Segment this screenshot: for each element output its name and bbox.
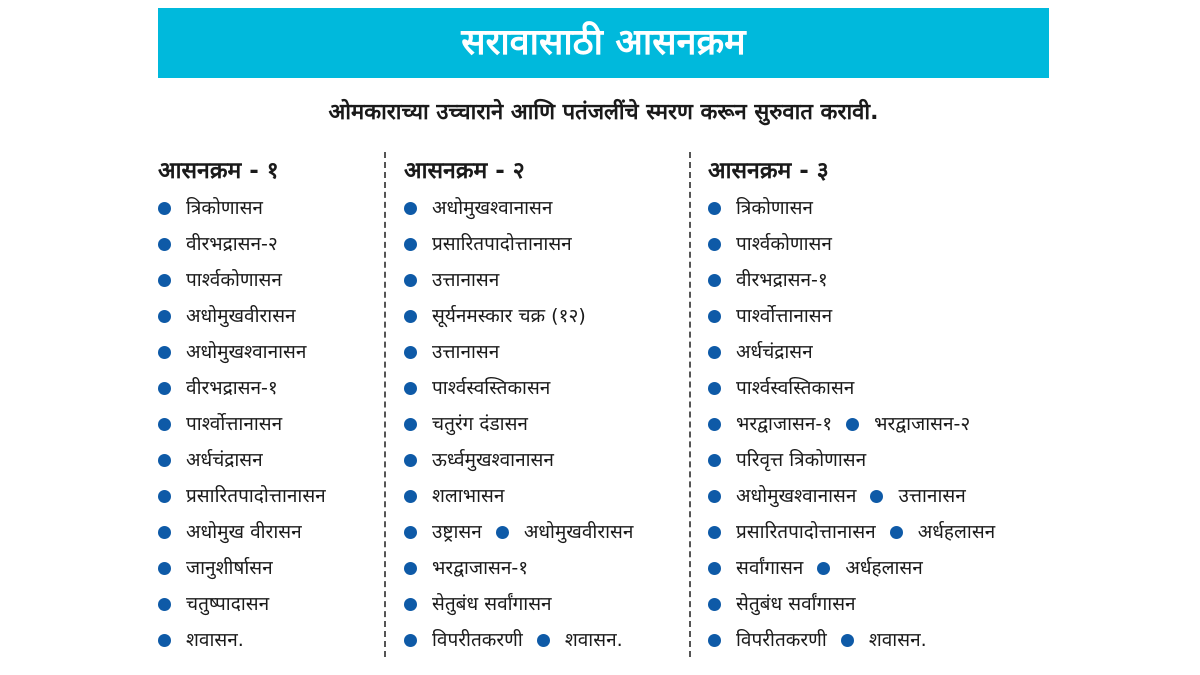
asana-entry — [841, 622, 927, 658]
sequence-column-1 — [158, 152, 380, 658]
list-item — [404, 226, 684, 262]
bullet-icon — [404, 562, 417, 575]
bullet-icon — [708, 202, 721, 215]
asana-entry — [817, 550, 922, 586]
sequence-column-3 — [708, 152, 1050, 658]
bullet-icon — [404, 454, 417, 467]
asana-entry — [404, 478, 504, 514]
asana-entry — [404, 262, 499, 298]
asana-entry — [846, 406, 970, 442]
asana-name: चतुष्पादासन — [186, 593, 270, 615]
bullet-icon — [708, 526, 721, 539]
bullet-icon — [404, 274, 417, 287]
asana-name: सेतुबंध सर्वांगासन — [736, 593, 856, 615]
asana-name: उत्तानासन — [898, 485, 966, 507]
bullet-icon — [890, 526, 903, 539]
asana-name: प्रसारितपादोत्तानासन — [432, 233, 572, 255]
asana-entry — [158, 190, 263, 226]
list-item — [158, 550, 380, 586]
list-item — [708, 442, 1050, 478]
asana-entry — [708, 370, 854, 406]
bullet-icon — [404, 202, 417, 215]
asana-name: पार्श्वोत्तानासन — [736, 305, 833, 327]
list-item — [158, 586, 380, 622]
list-item — [158, 334, 380, 370]
asana-entry — [404, 442, 554, 478]
asana-name: अर्धचंद्रासन — [736, 341, 813, 363]
list-item — [404, 622, 684, 658]
bullet-icon — [158, 382, 171, 395]
list-item — [708, 190, 1050, 226]
asana-entry — [708, 406, 832, 442]
asana-entry — [158, 406, 282, 442]
bullet-icon — [708, 346, 721, 359]
asana-entry — [158, 514, 302, 550]
list-item — [158, 406, 380, 442]
list-item — [404, 334, 684, 370]
list-item — [158, 298, 380, 334]
column-divider — [384, 152, 386, 657]
list-item — [158, 190, 380, 226]
asana-entry — [404, 550, 528, 586]
asana-entry — [708, 622, 827, 658]
asana-entry — [496, 514, 634, 550]
page-subtitle: ओमकाराच्या उच्चाराने आणि पतंजलींचे स्मरण करून सुरुवात करावी. — [328, 100, 879, 125]
asana-entry — [708, 334, 813, 370]
bullet-icon — [158, 598, 171, 611]
bullet-icon — [158, 274, 171, 287]
list-item — [708, 514, 1050, 550]
bullet-icon — [158, 202, 171, 215]
asana-entry — [158, 262, 282, 298]
asana-name: वीरभद्रासन-१ — [186, 377, 278, 399]
asana-name: उत्तानासन — [432, 341, 500, 363]
asana-entry — [404, 334, 499, 370]
asana-entry — [404, 226, 572, 262]
bullet-icon — [708, 490, 721, 503]
bullet-icon — [404, 346, 417, 359]
asana-entry — [870, 478, 965, 514]
asana-name: पार्श्वकोणासन — [186, 269, 282, 291]
bullet-icon — [158, 310, 171, 323]
asana-name: शवासन. — [868, 629, 927, 651]
asana-list — [404, 190, 684, 658]
list-item — [404, 442, 684, 478]
list-item — [404, 550, 684, 586]
asana-entry — [158, 622, 244, 658]
bullet-icon — [708, 454, 721, 467]
column-heading: आसनक्रम - १ — [158, 158, 279, 184]
bullet-icon — [158, 634, 171, 647]
asana-entry — [158, 226, 278, 262]
list-item — [404, 262, 684, 298]
bullet-icon — [846, 418, 859, 431]
list-item — [158, 514, 380, 550]
asana-name: पार्श्वस्वस्तिकासन — [432, 377, 551, 399]
asana-list — [708, 190, 1050, 658]
asana-name: जानुशीर्षासन — [186, 557, 273, 579]
bullet-icon — [158, 454, 171, 467]
asana-name: भरद्वाजासन-१ — [432, 557, 529, 579]
bullet-icon — [158, 418, 171, 431]
asana-name: अर्धहलासन — [845, 557, 923, 579]
asana-entry — [708, 190, 813, 226]
asana-name: प्रसारितपादोत्तानासन — [736, 521, 876, 543]
bullet-icon — [404, 238, 417, 251]
list-item — [404, 514, 684, 550]
asana-entry — [537, 622, 623, 658]
list-item — [708, 370, 1050, 406]
bullet-icon — [404, 418, 417, 431]
bullet-icon — [404, 634, 417, 647]
list-item — [708, 586, 1050, 622]
asana-name: भरद्वाजासन-२ — [874, 413, 971, 435]
asana-entry — [404, 514, 482, 550]
list-item — [708, 226, 1050, 262]
asana-entry — [404, 190, 552, 226]
bullet-icon — [404, 310, 417, 323]
asana-name: विपरीतकरणी — [736, 629, 827, 651]
list-item — [404, 190, 684, 226]
list-item — [158, 226, 380, 262]
asana-name: भरद्वाजासन-१ — [736, 413, 833, 435]
asana-entry — [708, 586, 856, 622]
asana-entry — [158, 586, 269, 622]
page-title: सरावासाठी आसनक्रम — [461, 22, 746, 63]
list-item — [708, 406, 1050, 442]
asana-name: वीरभद्रासन-२ — [186, 233, 278, 255]
bullet-icon — [537, 634, 550, 647]
asana-entry — [708, 550, 803, 586]
asana-entry — [708, 262, 828, 298]
asana-entry — [404, 298, 586, 334]
list-item — [708, 334, 1050, 370]
bullet-icon — [158, 346, 171, 359]
asana-name: विपरीतकरणी — [432, 629, 523, 651]
asana-name: त्रिकोणासन — [736, 197, 813, 219]
list-item — [708, 550, 1050, 586]
asana-name: उष्ट्रासन — [432, 521, 482, 543]
list-item — [404, 370, 684, 406]
list-item — [404, 478, 684, 514]
asana-name: चतुरंग दंडासन — [432, 413, 528, 435]
bullet-icon — [870, 490, 883, 503]
list-item — [158, 622, 380, 658]
asana-name: प्रसारितपादोत्तानासन — [186, 485, 326, 507]
asana-entry — [158, 334, 306, 370]
list-item — [158, 442, 380, 478]
asana-name: पार्श्वकोणासन — [736, 233, 832, 255]
asana-entry — [708, 226, 832, 262]
asana-entry — [158, 442, 263, 478]
asana-entry — [158, 478, 326, 514]
bullet-icon — [404, 490, 417, 503]
list-item — [404, 586, 684, 622]
asana-name: शवासन. — [186, 629, 244, 651]
asana-entry — [158, 298, 296, 334]
asana-list — [158, 190, 380, 658]
bullet-icon — [708, 274, 721, 287]
asana-name: अधोमुखवीरासन — [186, 305, 296, 327]
asana-name: ऊर्ध्वमुखश्वानासन — [432, 449, 554, 471]
list-item — [158, 262, 380, 298]
asana-name: शलाभासन — [432, 485, 505, 507]
asana-name: त्रिकोणासन — [186, 197, 263, 219]
asana-entry — [404, 622, 523, 658]
asana-entry — [708, 514, 876, 550]
asana-name: अधोमुखश्वानासन — [186, 341, 307, 363]
asana-name: अर्धहलासन — [917, 521, 996, 543]
list-item — [404, 298, 684, 334]
asana-name: अधोमुखश्वानासन — [432, 197, 553, 219]
bullet-icon — [841, 634, 854, 647]
asana-entry — [404, 406, 528, 442]
list-item — [404, 406, 684, 442]
list-item — [708, 478, 1050, 514]
bullet-icon — [158, 490, 171, 503]
asana-entry — [404, 586, 552, 622]
asana-name: शवासन. — [564, 629, 623, 651]
asana-entry — [158, 370, 278, 406]
bullet-icon — [404, 526, 417, 539]
bullet-icon — [708, 382, 721, 395]
asana-name: अधोमुखश्वानासन — [736, 485, 857, 507]
asana-name: परिवृत्त त्रिकोणासन — [736, 449, 867, 471]
bullet-icon — [158, 238, 171, 251]
sequence-column-2 — [404, 152, 684, 658]
asana-name: अर्धचंद्रासन — [186, 449, 263, 471]
asana-name: उत्तानासन — [432, 269, 500, 291]
bullet-icon — [404, 598, 417, 611]
asana-name: वीरभद्रासन-१ — [736, 269, 828, 291]
asana-entry — [158, 550, 273, 586]
bullet-icon — [708, 418, 721, 431]
asana-entry — [708, 442, 866, 478]
list-item — [158, 370, 380, 406]
asana-entry — [890, 514, 995, 550]
asana-name: सेतुबंध सर्वांगासन — [432, 593, 552, 615]
bullet-icon — [158, 526, 171, 539]
column-divider — [689, 152, 691, 657]
asana-entry — [404, 370, 550, 406]
bullet-icon — [404, 382, 417, 395]
title-banner — [158, 8, 1049, 78]
bullet-icon — [496, 526, 509, 539]
bullet-icon — [158, 562, 171, 575]
asana-name: पार्श्वस्वस्तिकासन — [736, 377, 855, 399]
asana-name: सर्वांगासन — [736, 557, 804, 579]
list-item — [708, 298, 1050, 334]
asana-name: सूर्यनमस्कार चक्र (१२) — [432, 305, 586, 327]
bullet-icon — [708, 562, 721, 575]
list-item — [708, 262, 1050, 298]
column-heading: आसनक्रम - २ — [404, 158, 525, 184]
bullet-icon — [708, 238, 721, 251]
list-item — [158, 478, 380, 514]
asana-name: पार्श्वोत्तानासन — [186, 413, 283, 435]
asana-entry — [708, 478, 856, 514]
bullet-icon — [708, 310, 721, 323]
asana-entry — [708, 298, 832, 334]
asana-name: अधोमुख वीरासन — [186, 521, 302, 543]
bullet-icon — [708, 634, 721, 647]
list-item — [708, 622, 1050, 658]
bullet-icon — [708, 598, 721, 611]
column-heading: आसनक्रम - ३ — [708, 158, 829, 184]
asana-name: अधोमुखवीरासन — [523, 521, 634, 543]
bullet-icon — [817, 562, 830, 575]
